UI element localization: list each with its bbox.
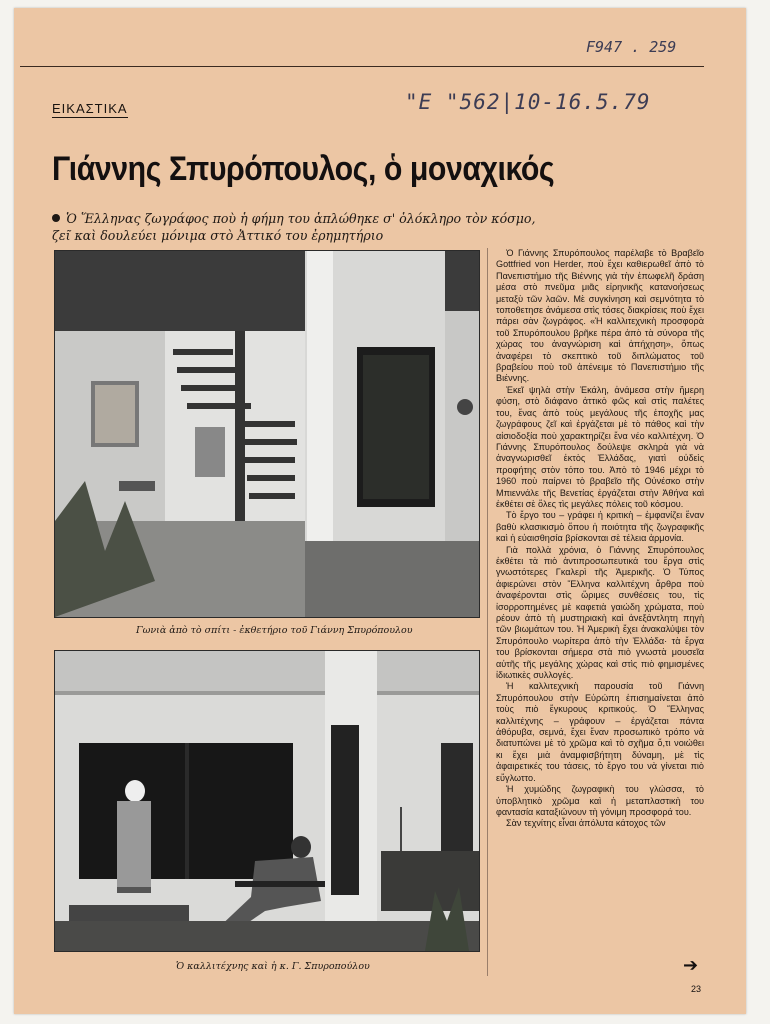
photo-caption: Ὁ καλλιτέχνης καὶ ἡ κ. Γ. Σπυροπούλου — [176, 961, 370, 972]
paragraph: Ἡ καλλιτεχνικὴ παρουσία τοῦ Γιάννη Σπυρόπουλου στὴν Εὐρώπη ἐπισημαίνεται ἀπὸ τοὺς πιὸ ἔγκυρους κριτικούς. Ὁ Ἕλληνας καλλιτέχνης – γράφουν – ἐργάζεται πάντα ἀθόρυβα, σεμνά, ἔχει ἕναν προσωπικὸ τρόπο νὰ διατυπώνει μὲ τὸ χρῶμα καὶ τὸ σχῆμα ὅ,τι νοιώθει κι ἔχει μιὰ ἀναμφισβήτητη δύναμη, μὲ τὶς ἀφαιρετικές του τάσεις, τὸ ἔργο του νὰ γίνεται πιὸ εὔγλωττο. — [496, 681, 704, 783]
page-number: 23 — [691, 984, 702, 994]
photo-caption: Γωνιὰ ἀπὸ τὸ σπίτι - ἐκθετήριο τοῦ Γιάννη Σπυρόπουλου — [136, 625, 413, 636]
paragraph: Ὁ Γιάννης Σπυρόπουλος παρέλαβε τὸ Βραβεῖο Gottfried von Herder, ποὺ ἔχει καθιερωθεῖ ἀπὸ τὸ Πανεπιστήμιο τῆς Βιέννης γιὰ τὴν ἐπωφελῆ δράση μέσα στὸ πνεῦμα μιᾶς εἰρηνικῆς κατανοήσεως μεταξὺ τῶν λαῶν. Μὲ συγκίνηση καὶ σεμνότητα τὸ τοποθετησε ἀνάμεσα στὶς τόσες διακρίσεις ποὺ ἔχει πάρει σὰν ζωγράφος. «Ἡ καλλιτεχνικὴ προσφορὰ τοῦ Σπυρόπουλου βρῆκε πέρα ἀπὸ τὰ σύνορα τῆς χώρας του ἀναγνώριση καὶ ἀπήχηση», ὅπως ἀναφέρει τὸ σκεπτικὸ τοῦ διπλώματος τοῦ βραβείου ποὺ τοῦ ἀπένειμε τὸ Πανεπιστήμιο τῆς Βιέννης. — [496, 248, 704, 384]
top-rule — [20, 66, 704, 67]
bullet-icon — [52, 214, 60, 222]
paragraph: Τὸ ἔργο του – γράφει ἡ κριτικὴ – ἐμφανίζει ἕναν βαθὺ κλασικισμὸ ὅπου ἡ ποιότητα τῆς ζωγραφικῆς καὶ ἡ εὐαισθησία βρίσκονται σὲ τέλεια ἁρμονία. — [496, 510, 704, 544]
handwritten-archive-number: "E "562|10-16.5.79 — [405, 90, 651, 114]
handwritten-reference: F947 . 259 — [586, 38, 677, 56]
paragraph: Σὰν τεχνίτης εἶναι ἀπόλυτα κάτοχος τῶν — [506, 818, 666, 829]
photo-house-gallery — [54, 250, 480, 618]
paragraph: Γιὰ πολλὰ χρόνια, ὁ Γιάννης Σπυρόπουλος ἐκθέτει τὰ πιὸ ἀντιπροσωπευτικά του ἔργα στὶς γνωστότερες Γκαλερὶ τῆς Ἀμερικῆς. Ὁ Τύπος ἀφιερώνει στὸν Ἕλληνα καλλιτέχνη ἄρθρα ποὺ ἀναφέρονται στὶς ὥριμες συνθέσεις του, τὶς ἰσορροπημένες μὲ καφετιὰ γαιώδη χρώματα, ποὺ ρέουν ἀπὸ τὴ μυστηριακὴ καὶ ἀνεξάντλητη πηγὴ τῶν βιωμάτων του. Ἡ Ἀμερικὴ ἔχει ἀνακαλύψει τὸν Σπυρόπουλο νωρίτερα ἀπὸ τὴν Ἑλλάδα· τὰ ἔργα του βρίσκονται σήμερα στὰ πιὸ γνωστὰ μουσεῖα αὐτῆς τῆς μεγάλης χώρας καὶ στὶς πιὸ φημισμένες ἰδιωτικὲς συλλογές. — [496, 544, 704, 681]
article-headline: Γιάννης Σπυρόπουλος, ὁ μοναχικός — [52, 150, 555, 188]
section-label: ΕΙΚΑΣΤΙΚΑ — [52, 101, 128, 116]
continue-arrow-icon: ➔ — [683, 955, 699, 976]
paragraph: Ἐκεῖ ψηλὰ στὴν Ἑκάλη, ἀνάμεσα στὴν ἥμερη φύση, στὸ διάφανο ἀττικὸ φῶς καὶ στὶς παλέτες του, ἕνας ἀπὸ τοὺς μεγάλους τῆς ἐποχῆς μας ζωγράφους ζεῖ καὶ ἐργάζεται μὲ τὸ πάθος καὶ τὴν αἰσιοδοξία ποὺ χαρακτηρίζει ἕνα νέο καλλιτέχνη. Ὁ Γιάννης Σπυρόπουλος δούλεψε σκληρὰ γιὰ νὰ ἀναγνωρισθεῖ ἐκτὸς Ἑλλάδας, γιατὶ οὐδεὶς προφήτης στὸν τόπο του. Ἀπὸ τὸ 1946 μέχρι τὸ 1960 ποὺ παίρνει τὸ βραβεῖο τῆς Οὐνέσκο στὴν Μπιεννάλε τῆς Βενετίας ἐργάζεται στὴν Ἀθήνα καὶ ἐκθέτει σὲ ὅλες τὶς μεγάλες πόλεις τοῦ κόσμου. — [496, 384, 704, 509]
article-subhead — [52, 210, 552, 244]
paragraph: Ἡ χυμώδης ζωγραφικὴ του γλώσσα, τὸ ὑποβλητικὸ χρῶμα καὶ ἡ μεταπλαστικὴ του φαντασία καταξιώνουν τὴ γόνιμη προσφορά του. — [496, 784, 704, 817]
photo-artist-and-wife — [54, 650, 480, 952]
article-body — [496, 248, 704, 830]
subhead-text: Ὁ Ἕλληνας ζωγράφος ποὺ ἡ φήμη του ἁπλώθηκε σ' ὁλόκληρο τὸν κόσμο, ζεῖ καὶ δουλεύει μόνιμα στὸ Ἀττικό του ἐρημητήριο — [52, 211, 536, 243]
column-divider — [487, 248, 488, 976]
